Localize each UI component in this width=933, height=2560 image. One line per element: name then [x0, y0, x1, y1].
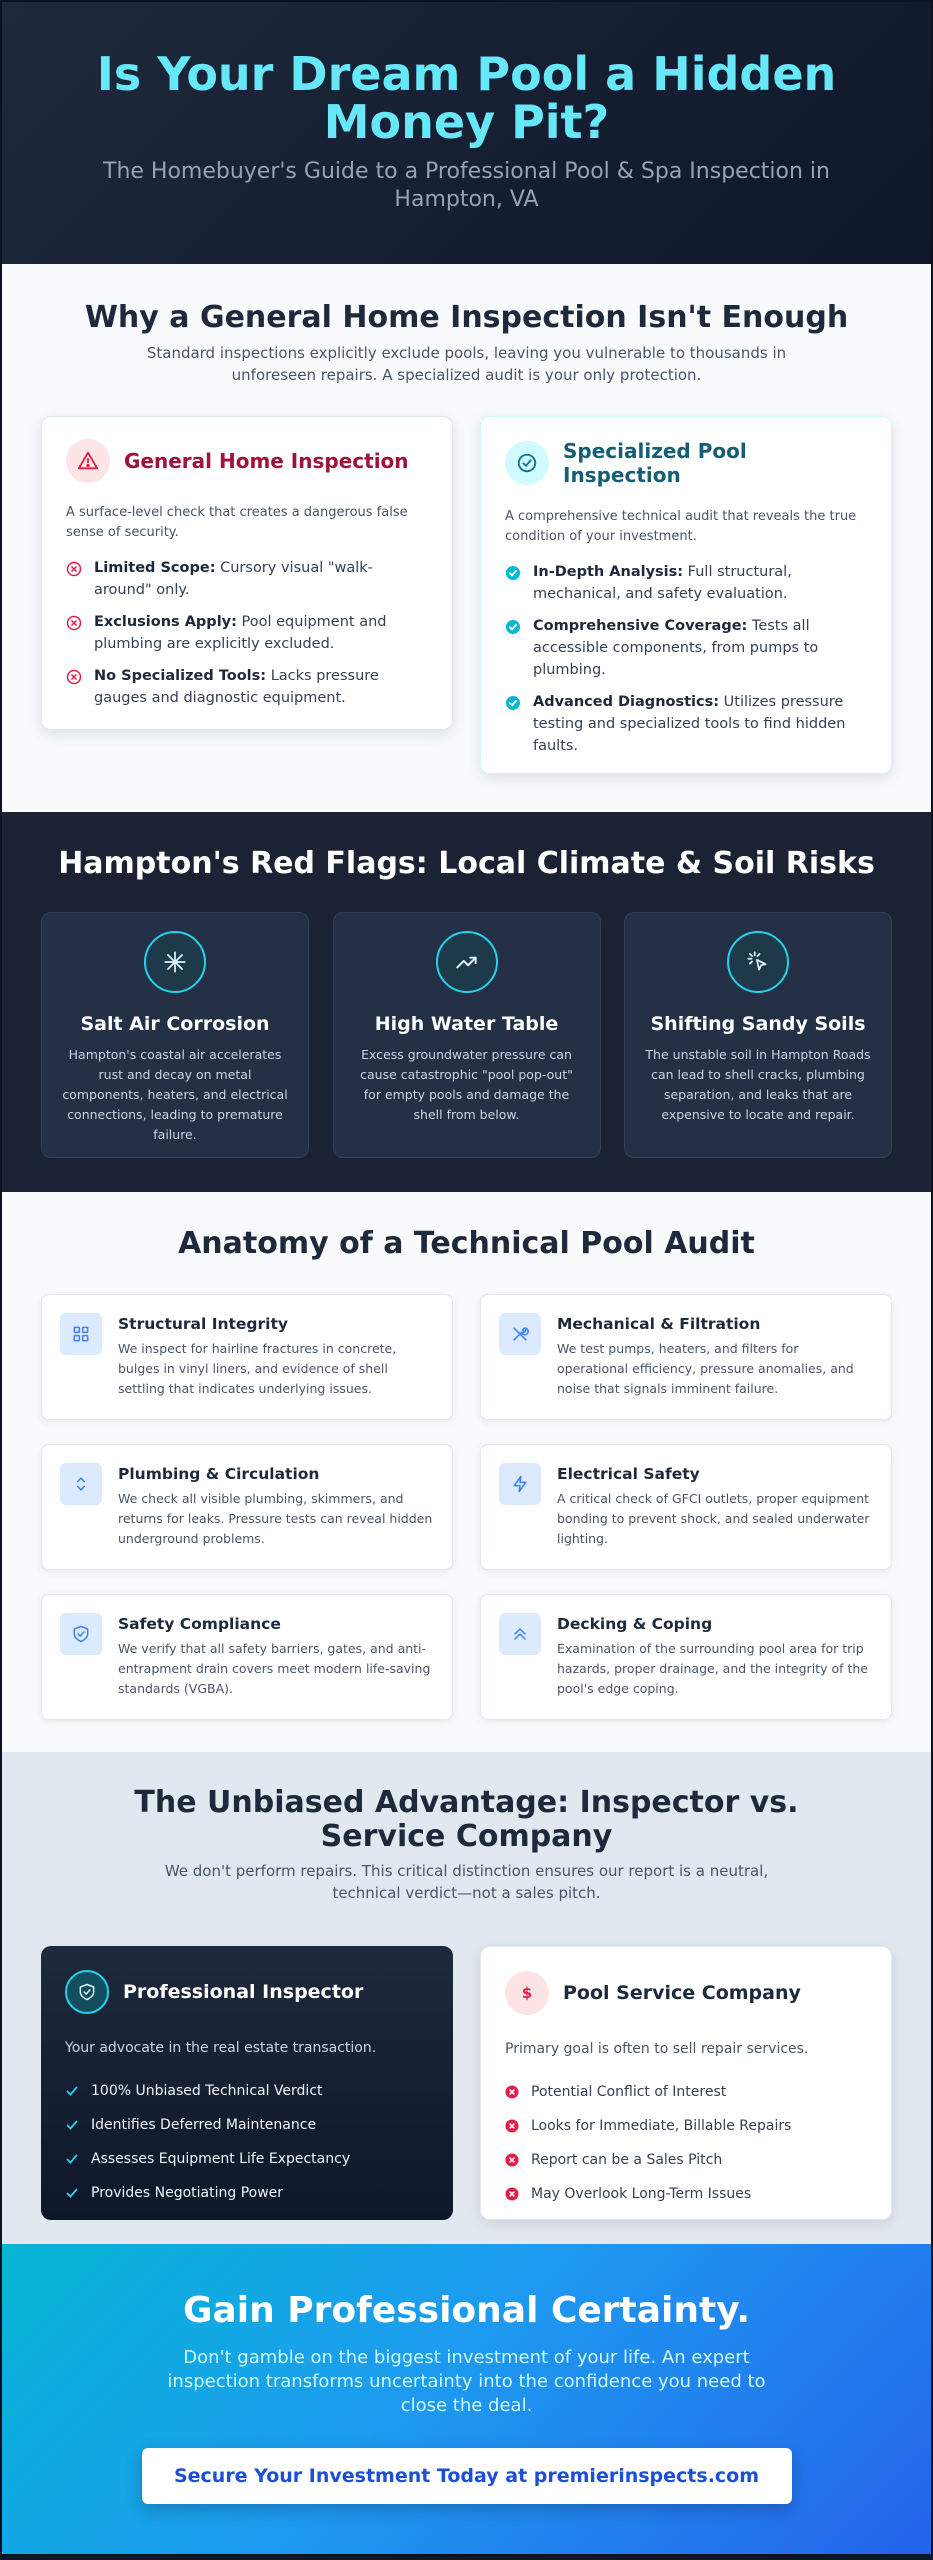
- inspector-title: Professional Inspector: [123, 1981, 364, 2003]
- audit-card-electrical: [480, 1444, 892, 1570]
- check-filled-icon: [505, 615, 533, 642]
- audit-title: Electrical Safety: [557, 1465, 700, 1483]
- audit-title: Plumbing & Circulation: [118, 1465, 320, 1483]
- list-item: [505, 2075, 867, 2109]
- audit-text: We inspect for hairline fractures in concrete, bulges in vinyl liners, and evidence of shell settling that indicates underlying issues.: [118, 1341, 397, 1396]
- professional-inspector-card: [41, 1946, 453, 2220]
- x-filled-icon: [505, 2153, 531, 2167]
- cta-button[interactable]: Secure Your Investment Today at premierinspects.com: [142, 2448, 792, 2504]
- check-icon: [65, 2152, 91, 2166]
- audit-card-mechanical: [480, 1294, 892, 1420]
- shield-check-icon: [65, 1970, 109, 2014]
- item-text: Assesses Equipment Life Expectancy: [91, 2151, 351, 2167]
- grid-icon: [60, 1313, 102, 1355]
- cursor-click-icon: [727, 931, 789, 993]
- list-item: [65, 2108, 429, 2142]
- item-text: Tests all accessible components, from pumps to plumbing.: [533, 618, 819, 678]
- audit-title: Safety Compliance: [118, 1615, 281, 1633]
- audit-card-plumbing: [41, 1444, 453, 1570]
- service-subtitle: Primary goal is often to sell repair services.: [505, 2041, 809, 2057]
- check-filled-icon: [505, 561, 533, 588]
- check-circle-icon: [505, 441, 549, 485]
- specialized-card-desc: A comprehensive technical audit that reveals the true condition of your investment.: [505, 509, 857, 544]
- audit-card-structural: [41, 1294, 453, 1420]
- pool-service-card: [480, 1946, 892, 2220]
- list-item: [66, 557, 428, 601]
- flag-card-water-table: [333, 912, 601, 1158]
- list-item: [505, 2177, 867, 2211]
- unbiased-title: The Unbiased Advantage: Inspector vs. Service Company: [134, 1785, 799, 1854]
- list-item: [505, 2143, 867, 2177]
- x-circle-icon: [66, 557, 94, 584]
- list-item: [505, 561, 867, 605]
- anatomy-title: Anatomy of a Technical Pool Audit: [178, 1226, 755, 1261]
- audit-title: Mechanical & Filtration: [557, 1315, 761, 1333]
- x-filled-icon: [505, 2085, 531, 2099]
- list-item: [505, 615, 867, 681]
- item-text: Cursory visual "walk-around" only.: [94, 560, 373, 598]
- dollar-icon: $: [505, 1971, 549, 2015]
- red-flags-title: Hampton's Red Flags: Local Climate & Soil Risks: [58, 846, 875, 881]
- x-circle-icon: [66, 611, 94, 638]
- item-bold: No Specialized Tools:: [94, 668, 267, 684]
- flag-title: Salt Air Corrosion: [80, 1013, 270, 1035]
- flag-title: Shifting Sandy Soils: [650, 1013, 866, 1035]
- service-title: Pool Service Company: [563, 1982, 801, 2004]
- list-item: [505, 691, 867, 757]
- list-item: [65, 2176, 429, 2210]
- lightning-icon: [499, 1463, 541, 1505]
- list-item: [505, 2109, 867, 2143]
- page-subtitle: The Homebuyer's Guide to a Professional Pool & Spa Inspection in Hampton, VA: [103, 159, 830, 212]
- why-title: Why a General Home Inspection Isn't Enough: [84, 300, 849, 335]
- x-circle-icon: [66, 665, 94, 692]
- snowflake-icon: [144, 931, 206, 993]
- specialized-inspection-card: [480, 416, 892, 774]
- audit-text: We verify that all safety barriers, gates, and anti-entrapment drain covers meet modern life-saving standards (VGBA).: [118, 1641, 431, 1696]
- check-icon: [65, 2118, 91, 2132]
- anatomy-grid: [41, 1294, 892, 1720]
- inspector-list: [65, 2074, 429, 2210]
- specialized-card-list: [505, 561, 867, 757]
- list-item: [66, 611, 428, 655]
- item-text: Provides Negotiating Power: [91, 2185, 284, 2201]
- item-text: Identifies Deferred Maintenance: [91, 2117, 317, 2133]
- hero-section: [2, 2, 931, 264]
- audit-card-safety: [41, 1594, 453, 1720]
- general-card-title: General Home Inspection: [124, 449, 409, 473]
- why-subtitle: Standard inspections explicitly exclude pools, leaving you vulnerable to thousands in unforeseen repairs. A specialized audit is your only protection.: [146, 344, 787, 384]
- check-icon: [65, 2084, 91, 2098]
- flag-card-salt-air: [41, 912, 309, 1158]
- item-bold: Exclusions Apply:: [94, 614, 237, 630]
- service-list: [505, 2075, 867, 2211]
- audit-title: Structural Integrity: [118, 1315, 288, 1333]
- audit-card-decking: [480, 1594, 892, 1720]
- chevrons-updown-icon: [60, 1463, 102, 1505]
- check-icon: [65, 2186, 91, 2200]
- general-card-list: [66, 557, 428, 709]
- item-bold: Comprehensive Coverage:: [533, 618, 748, 634]
- item-bold: Limited Scope:: [94, 560, 216, 576]
- flag-card-sandy-soils: [624, 912, 892, 1158]
- item-text: Lacks pressure gauges and diagnostic equipment.: [94, 668, 379, 706]
- comparison-cards: [41, 416, 892, 774]
- x-filled-icon: [505, 2187, 531, 2201]
- item-text: May Overlook Long-Term Issues: [531, 2186, 752, 2202]
- audit-text: A critical check of GFCI outlets, proper equipment bonding to prevent shock, and sealed underwater lighting.: [557, 1491, 870, 1546]
- red-flags-section: [2, 812, 931, 1192]
- unbiased-section: [2, 1752, 931, 2244]
- specialized-card-title: Specialized Pool Inspection: [563, 439, 747, 487]
- item-text: Potential Conflict of Interest: [531, 2084, 727, 2100]
- tools-icon: [499, 1313, 541, 1355]
- item-text: Full structural, mechanical, and safety evaluation.: [533, 564, 792, 602]
- item-text: 100% Unbiased Technical Verdict: [91, 2083, 323, 2099]
- item-bold: In-Depth Analysis:: [533, 564, 684, 580]
- item-text: Looks for Immediate, Billable Repairs: [531, 2118, 792, 2134]
- flag-text: Excess groundwater pressure can cause catastrophic "pool pop-out" for empty pools and damage the shell from below.: [360, 1047, 573, 1122]
- list-item: [65, 2142, 429, 2176]
- why-section: [2, 264, 931, 812]
- list-item: [66, 665, 428, 709]
- unbiased-subtitle: We don't perform repairs. This critical distinction ensures our report is a neutral, technical verdict—not a sales pitch.: [164, 1862, 769, 1902]
- inspector-subtitle: Your advocate in the real estate transaction.: [65, 2040, 377, 2056]
- audit-text: We test pumps, heaters, and filters for operational efficiency, pressure anomalies, and noise that signals imminent failure.: [557, 1341, 854, 1396]
- page-title: Is Your Dream Pool a Hidden Money Pit?: [96, 47, 837, 149]
- cta-text: Don't gamble on the biggest investment of your life. An expert inspection transforms uncertainty into the confidence you need to close the deal.: [167, 2347, 766, 2416]
- flag-text: Hampton's coastal air accelerates rust and decay on metal components, heaters, and electrical connections, leading to premature failure.: [62, 1047, 288, 1142]
- item-bold: Advanced Diagnostics:: [533, 694, 720, 710]
- unbiased-cards: [41, 1946, 892, 2220]
- item-text: Report can be a Sales Pitch: [531, 2152, 723, 2168]
- flag-title: High Water Table: [374, 1013, 559, 1035]
- item-text: Utilizes pressure testing and specialized tools to find hidden faults.: [533, 694, 846, 754]
- general-inspection-card: [41, 416, 453, 730]
- audit-text: Examination of the surrounding pool area for trip hazards, proper drainage, and the integrity of the pool's edge coping.: [557, 1641, 868, 1696]
- anatomy-section: [2, 1192, 931, 1752]
- audit-text: We check all visible plumbing, skimmers, and returns for leaks. Pressure tests can reveal hidden underground problems.: [118, 1491, 433, 1546]
- x-filled-icon: [505, 2119, 531, 2133]
- audit-title: Decking & Coping: [557, 1615, 713, 1633]
- check-filled-icon: [505, 691, 533, 718]
- cta-title: Gain Professional Certainty.: [182, 2290, 751, 2331]
- shield-check-icon: [60, 1613, 102, 1655]
- cta-section: [2, 2244, 931, 2554]
- item-text: Pool equipment and plumbing are explicitly excluded.: [94, 614, 387, 652]
- chevrons-up-icon: [499, 1613, 541, 1655]
- general-card-desc: A surface-level check that creates a dangerous false sense of security.: [66, 505, 408, 540]
- warning-triangle-icon: [66, 439, 110, 483]
- list-item: [65, 2074, 429, 2108]
- trend-up-icon: [436, 931, 498, 993]
- red-flags-cards: [41, 912, 892, 1158]
- flag-text: The unstable soil in Hampton Roads can lead to shell cracks, plumbing separation, and leaks that are expensive to locate and repair.: [645, 1047, 871, 1122]
